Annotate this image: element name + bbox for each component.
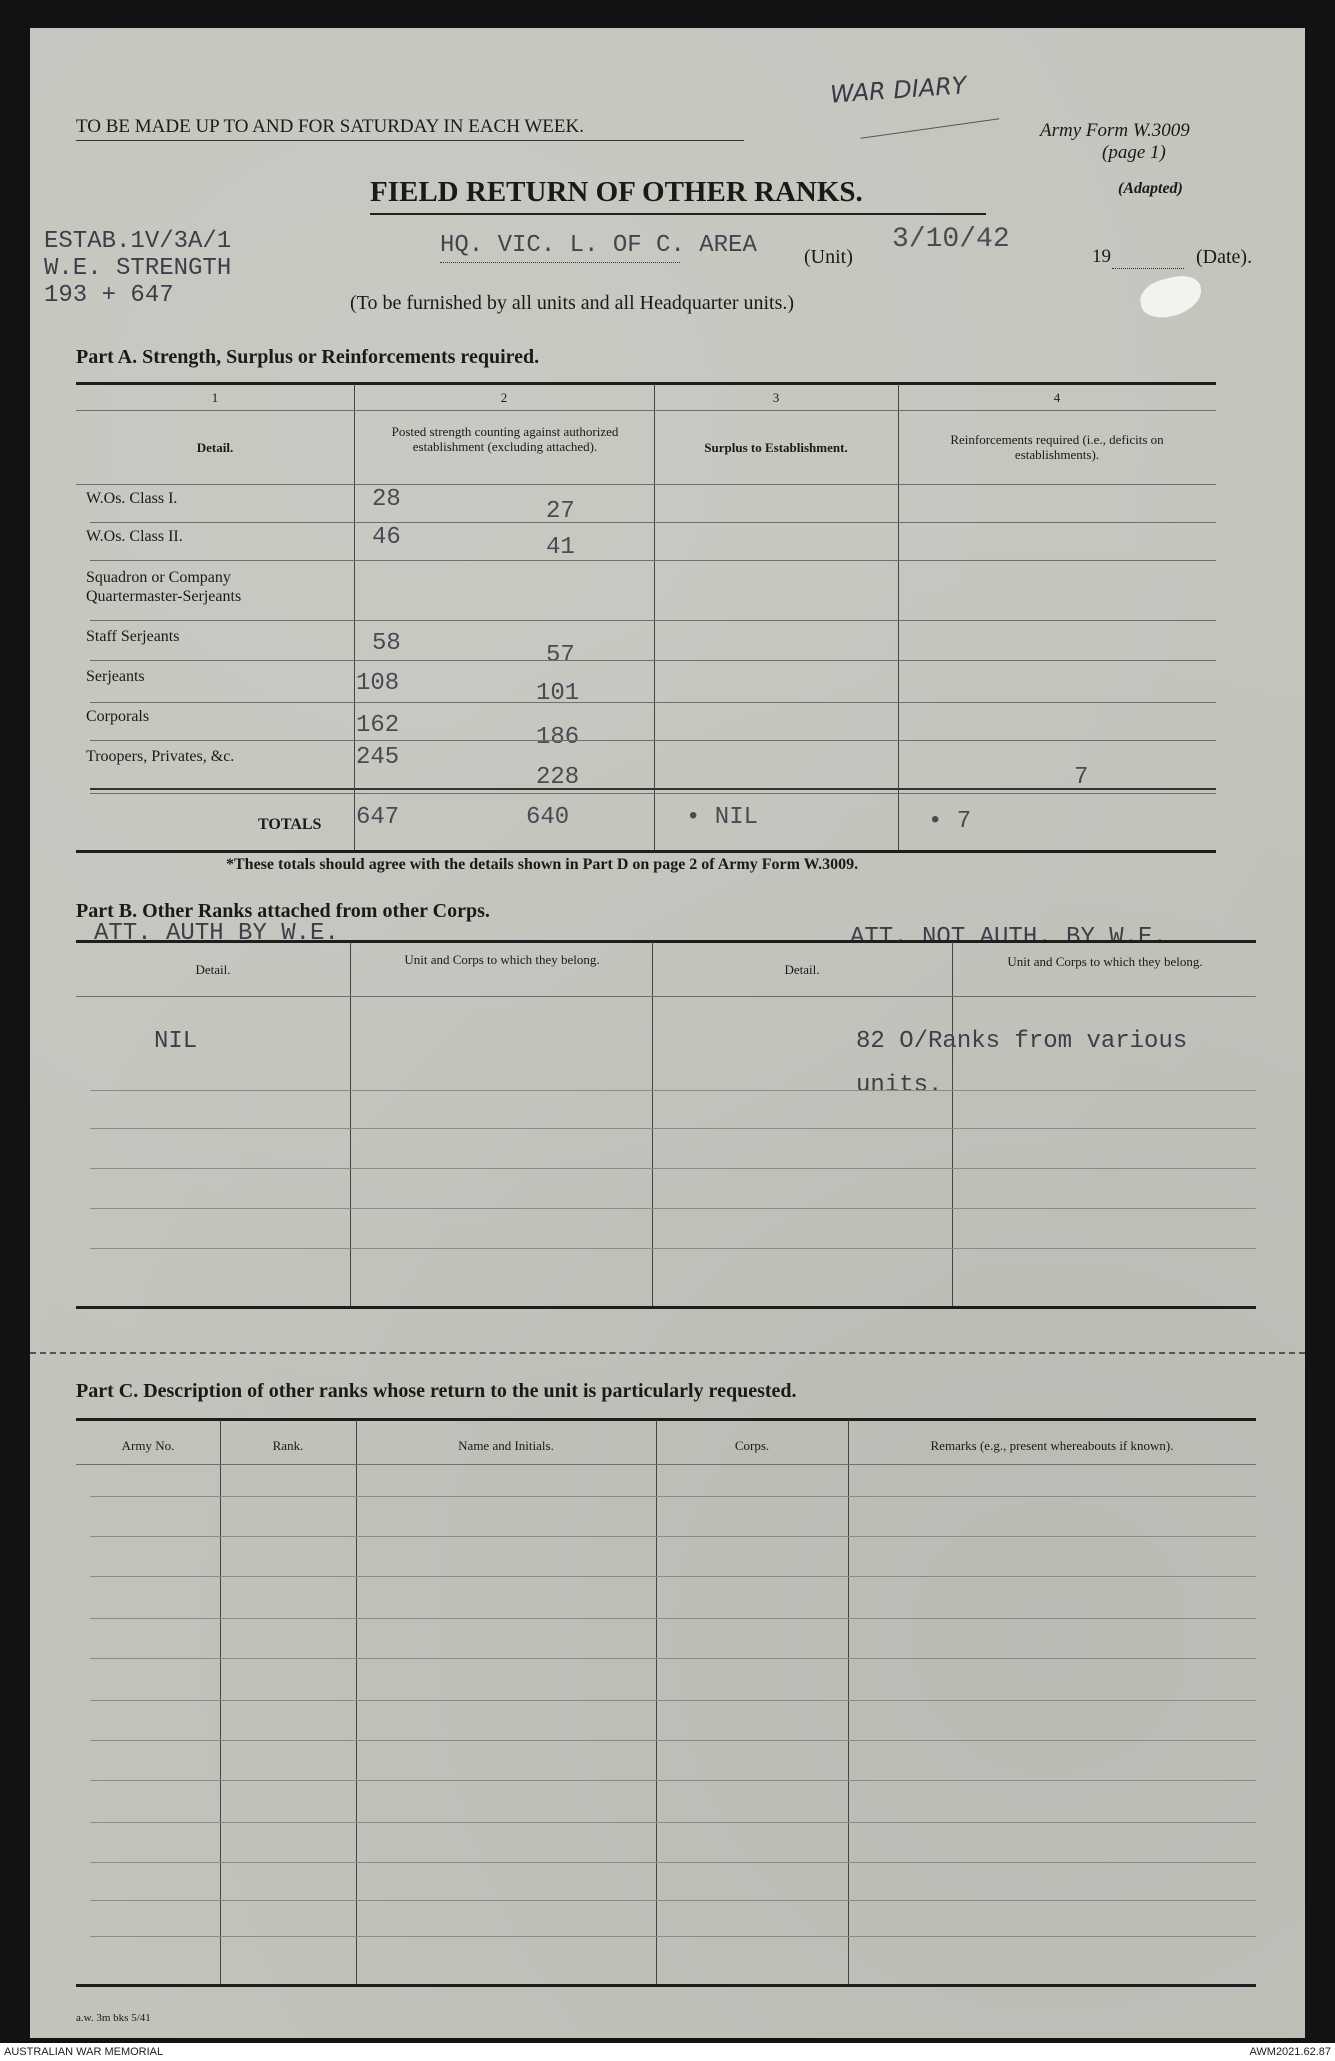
- part-b-header-detail-right: Detail.: [784, 962, 820, 977]
- form-sheet: [30, 28, 1305, 2038]
- part-c-header-name: Name and Initials.: [458, 1438, 554, 1453]
- part-a-header-reinforcements: Reinforcements required (i.e., deficits on establishments).: [950, 432, 1164, 462]
- row-detail: Serjeants: [86, 668, 145, 685]
- totals-posted-a: 647: [356, 804, 400, 831]
- part-a-col-4-number: 4: [1053, 390, 1061, 405]
- part-a-header-surplus: Surplus to Establishment.: [704, 440, 848, 455]
- part-c-row-rule: [90, 1536, 1256, 1537]
- part-b-header-detail-left: Detail.: [195, 962, 231, 977]
- part-b-row-rule: [90, 1248, 1256, 1249]
- part-a-col-divider-3: [898, 384, 899, 850]
- part-c-top-rule: [76, 1418, 1256, 1421]
- adapted-note: (Adapted): [1118, 180, 1183, 197]
- perforation-line: [30, 1352, 1305, 1354]
- part-a-header-detail: Detail.: [196, 440, 234, 455]
- part-b-right-entry-line-1: 82 O/Ranks from various: [856, 1028, 1188, 1055]
- part-c-row-rule: [90, 1576, 1256, 1577]
- part-c-header-remarks: Remarks (e.g., present whereabouts if known).: [930, 1438, 1174, 1453]
- part-c-row-rule: [90, 1618, 1256, 1619]
- part-a-col-divider-1: [354, 384, 355, 850]
- row-detail: Troopers, Privates, &c.: [86, 748, 235, 765]
- row-posted-b: 101: [536, 680, 580, 707]
- paper-tear: [1137, 272, 1206, 322]
- instruction-line: TO BE MADE UP TO AND FOR SATURDAY IN EACH WEEK.: [76, 116, 584, 137]
- part-c-header-corps: Corps.: [734, 1438, 770, 1453]
- war-diary-underline: [861, 118, 1000, 138]
- part-c-row-rule: [90, 1936, 1256, 1937]
- page-title: FIELD RETURN OF OTHER RANKS.: [370, 176, 863, 208]
- date-label: (Date).: [1196, 246, 1253, 268]
- row-detail: Squadron or Company Quartermaster-Serjeants: [86, 569, 242, 605]
- part-b-right-stamp: ATT. NOT AUTH. BY W.E.: [850, 924, 1167, 951]
- row-detail: Staff Serjeants: [86, 628, 180, 645]
- part-b-row-rule: [90, 1128, 1256, 1129]
- part-c-header-rank: Rank.: [272, 1438, 304, 1453]
- row-posted-a: 162: [356, 712, 400, 739]
- part-a-col-1-number: 1: [211, 390, 219, 405]
- row-posted-b: 228: [536, 764, 580, 791]
- part-c-header-army-no: Army No.: [121, 1438, 175, 1453]
- part-b-left-stamp: ATT. AUTH BY W.E.: [94, 920, 339, 947]
- row-posted-b: 27: [546, 498, 575, 525]
- part-a-top-rule: [76, 382, 1216, 385]
- part-a-number-rule: [76, 410, 1216, 411]
- part-a-heading: Part A. Strength, Surplus or Reinforcements required.: [76, 346, 540, 368]
- part-b-right-entry-line-2: units.: [856, 1072, 943, 1099]
- part-b-bottom-rule: [76, 1306, 1256, 1309]
- row-posted-b: 57: [546, 642, 575, 669]
- part-c-row-rule: [90, 1496, 1256, 1497]
- part-a-header-rule: [76, 484, 1216, 485]
- row-reinforcements: 7: [1074, 764, 1089, 791]
- part-c-heading: Part C. Description of other ranks whose return to the unit is particularly requested.: [76, 1380, 797, 1402]
- part-a-totals-note: *These totals should agree with the details shown in Part D on page 2 of Army Form W.3009.: [226, 856, 859, 873]
- row-posted-a: 58: [372, 630, 401, 657]
- footer-right: AWM2021.62.87: [1249, 2046, 1331, 2058]
- row-rule-double-2: [90, 793, 1216, 794]
- war-diary-handwriting: WAR DIARY: [829, 71, 968, 109]
- part-c-row-rule: [90, 1822, 1256, 1823]
- row-detail: W.Os. Class II.: [86, 528, 183, 545]
- estab-line-1: ESTAB.1V/3A/1: [44, 228, 232, 255]
- row-rule: [90, 620, 1216, 621]
- row-posted-b: 41: [546, 534, 575, 561]
- row-posted-a: 28: [372, 486, 401, 513]
- form-reference: Army Form W.3009: [1040, 120, 1190, 141]
- row-posted-a: 245: [356, 744, 400, 771]
- part-b-top-rule: [76, 940, 1256, 943]
- estab-stamp: [44, 228, 231, 309]
- part-c-header-rule: [76, 1464, 1256, 1465]
- year-prefix: 19: [1092, 246, 1111, 267]
- row-posted-b: 186: [536, 724, 580, 751]
- part-c-bottom-rule: [76, 1984, 1256, 1987]
- row-rule: [90, 702, 1216, 703]
- part-b-header-rule: [76, 996, 1256, 997]
- part-b-row-rule: [90, 1208, 1256, 1209]
- part-b-header-unit-left: Unit and Corps to which they belong.: [404, 952, 600, 967]
- part-c-row-rule: [90, 1900, 1256, 1901]
- printer-note: a.w. 3m bks 5/41: [76, 2012, 151, 2024]
- row-rule: [90, 660, 1216, 661]
- part-a-col-3-number: 3: [772, 390, 780, 405]
- part-c-row-rule: [90, 1862, 1256, 1863]
- unit-underline: [440, 262, 680, 263]
- part-c-row-rule: [90, 1658, 1256, 1659]
- row-detail: W.Os. Class I.: [86, 490, 178, 507]
- totals-reinforcements: • 7: [928, 808, 972, 835]
- instruction-underline: [76, 140, 744, 141]
- part-b-heading: Part B. Other Ranks attached from other Corps.: [76, 900, 490, 922]
- part-a-bottom-rule: [76, 850, 1216, 853]
- date-value: 3/10/42: [892, 224, 1010, 255]
- page-number: (page 1): [1102, 142, 1166, 163]
- footer-left: AUSTRALIAN WAR MEMORIAL: [4, 2046, 164, 2058]
- row-rule: [90, 740, 1216, 741]
- unit-value: HQ. VIC. L. OF C. AREA: [440, 232, 757, 259]
- year-underline: [1112, 268, 1184, 269]
- totals-surplus: • NIL: [686, 804, 759, 831]
- part-c-row-rule: [90, 1780, 1256, 1781]
- totals-label: TOTALS: [258, 816, 322, 833]
- part-a-col-2-number: 2: [500, 390, 508, 405]
- title-underline: [370, 213, 986, 215]
- part-b-left-entry: NIL: [154, 1028, 198, 1055]
- row-detail: Corporals: [86, 708, 150, 725]
- totals-posted-b: 640: [526, 804, 570, 831]
- part-b-row-rule: [90, 1090, 1256, 1091]
- part-c-row-rule: [90, 1700, 1256, 1701]
- part-c-row-rule: [90, 1740, 1256, 1741]
- subtitle: (To be furnished by all units and all Headquarter units.): [350, 292, 795, 314]
- row-rule-double: [90, 788, 1216, 790]
- row-rule: [90, 522, 1216, 523]
- estab-line-2: W.E. STRENGTH: [44, 255, 232, 282]
- estab-line-3: 193 + 647: [44, 282, 174, 309]
- archive-footer: [0, 2043, 1335, 2061]
- part-a-header-posted: Posted strength counting against authorized establishment (excluding attached).: [391, 424, 619, 454]
- part-b-header-unit-right: Unit and Corps to which they belong.: [1007, 954, 1203, 969]
- part-b-row-rule: [90, 1168, 1256, 1169]
- row-posted-a: 46: [372, 524, 401, 551]
- unit-label: (Unit): [804, 246, 853, 268]
- row-rule: [90, 560, 1216, 561]
- row-posted-a: 108: [356, 670, 400, 697]
